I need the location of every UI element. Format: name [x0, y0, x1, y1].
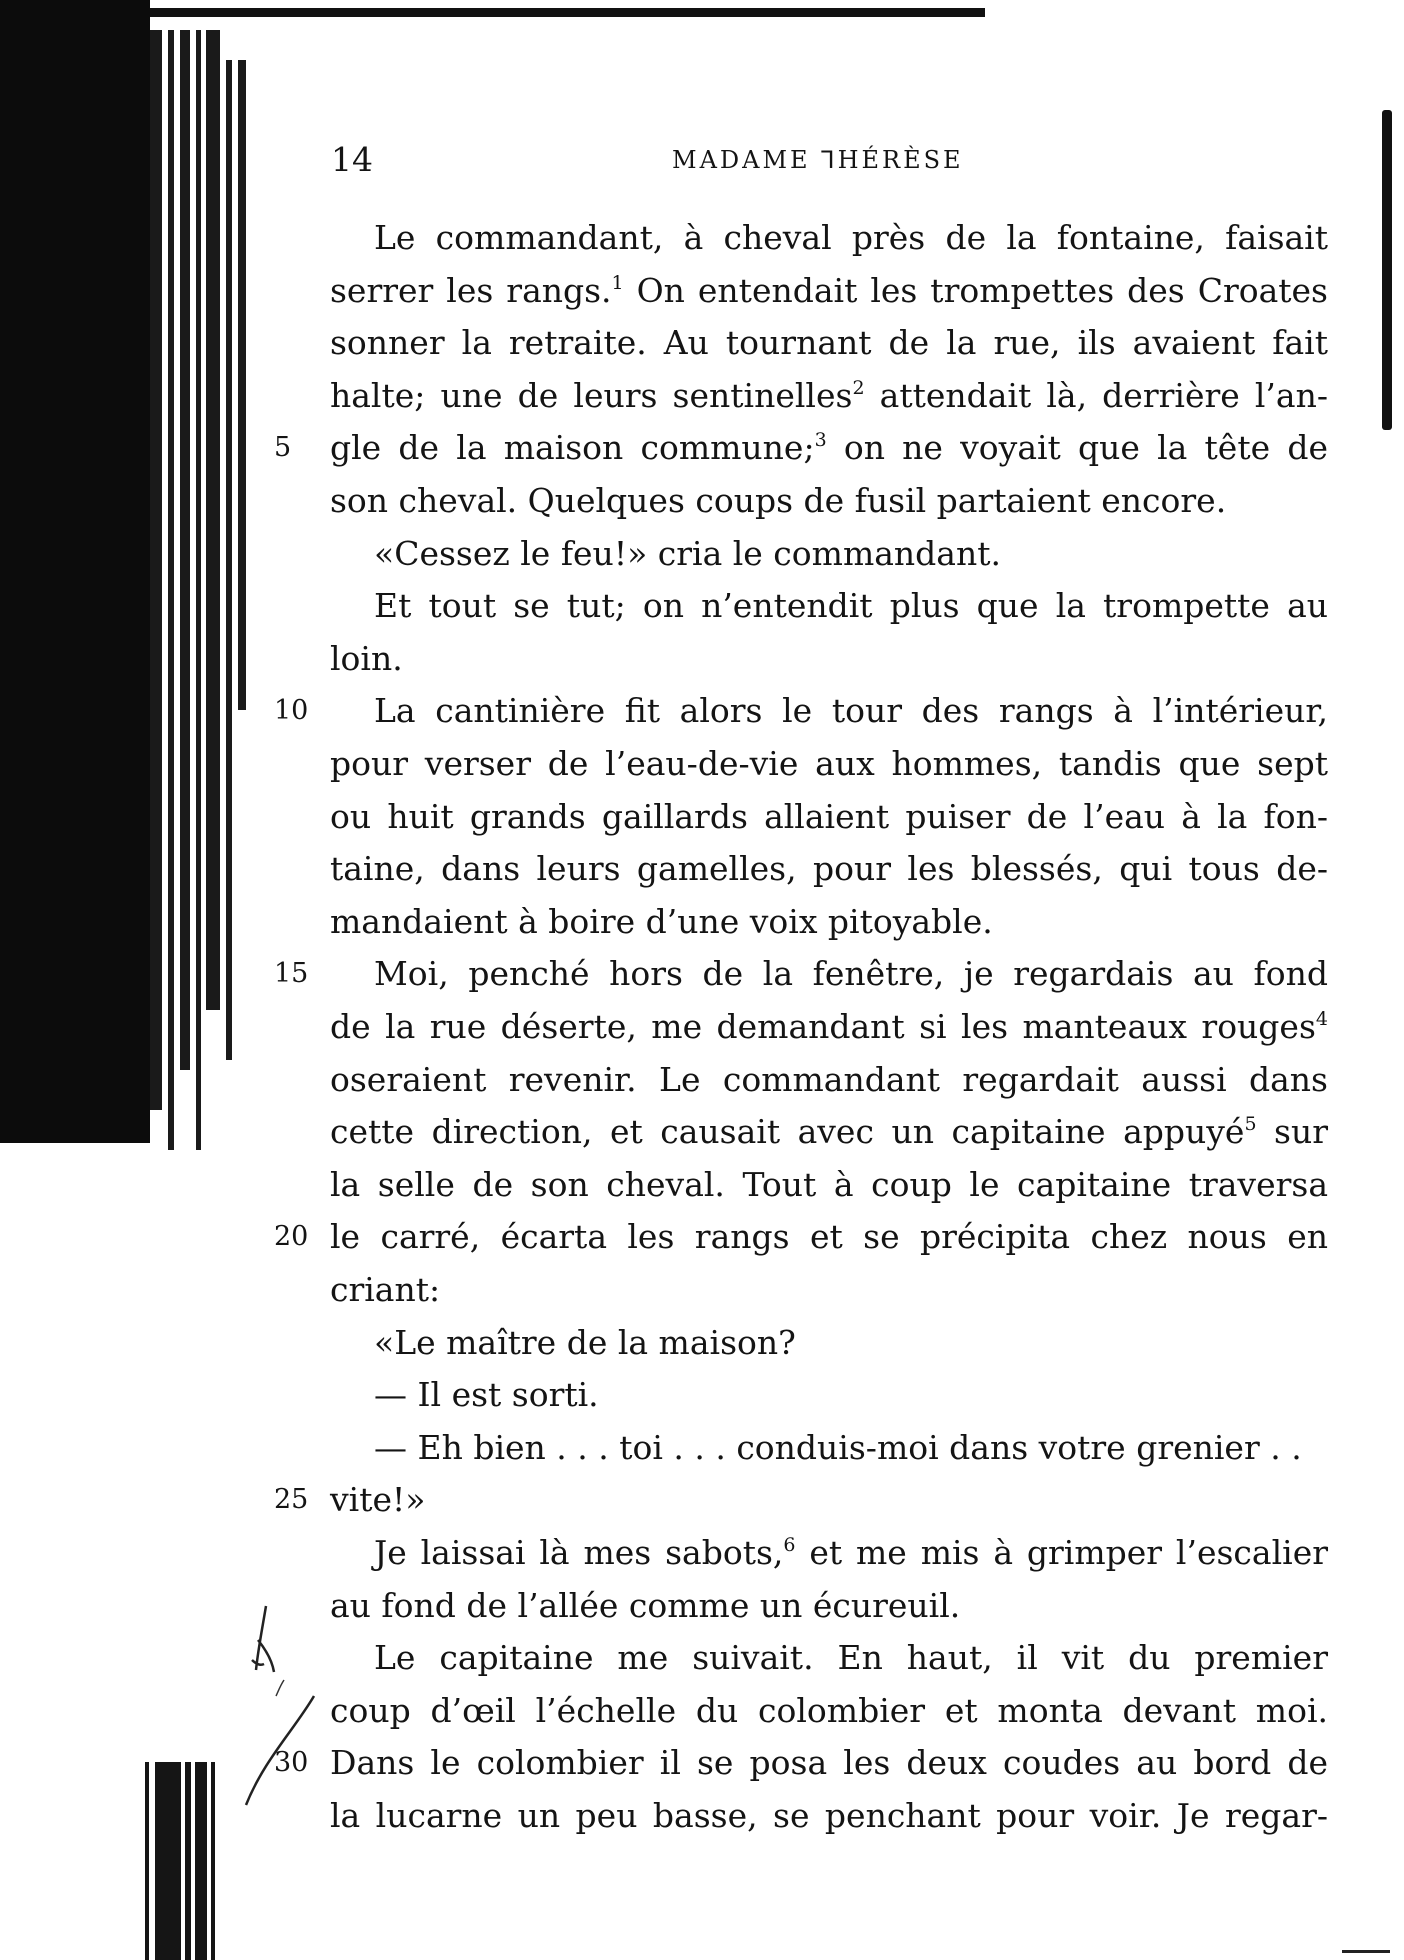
line-text: oseraient revenir. Le commandant regardait aussi dans: [330, 1059, 1328, 1099]
footnote-marker[interactable]: 5: [1244, 1113, 1257, 1136]
footnote-marker[interactable]: 1: [611, 271, 624, 294]
line-text: pour verser de l’eau-de-vie aux hommes, tandis que sept: [330, 744, 1328, 783]
line-text: cette direction, et causait avec un capitaine appuyé: [330, 1112, 1245, 1152]
line-text: loin.: [330, 638, 403, 678]
line-text: La cantinière fit alors le tour des rangs à l’intérieur,: [374, 691, 1328, 731]
line-text: le carré, écarta les rangs et se précipita chez nous en: [330, 1217, 1328, 1257]
text-line: [330, 1422, 1328, 1474]
text-line: [330, 1580, 1328, 1632]
line-number: 30: [274, 1747, 309, 1779]
text-line: [274, 948, 1328, 1000]
text-line: [330, 528, 1328, 580]
text-line: [330, 370, 1328, 422]
line-text: de la rue déserte, me demandant si les manteaux rouges: [330, 1007, 1316, 1046]
footnote-marker[interactable]: 4: [1315, 1008, 1328, 1030]
line-text: «Cessez le feu!» cria le commandant.: [374, 533, 1001, 573]
text-line: [330, 212, 1328, 264]
line-text: — Eh bien . . . toi . . . conduis-moi dans votre grenier . .: [374, 1427, 1302, 1467]
text-line: [274, 422, 1328, 474]
line-text: Le commandant, à cheval près de la fontaine, faisait: [374, 218, 1328, 257]
text-line: [330, 1685, 1328, 1737]
text-line: [330, 1317, 1328, 1369]
text-line: [330, 1054, 1328, 1106]
line-text-continued: on ne voyait que la tête de: [826, 428, 1328, 468]
scan-right-mark: [1382, 110, 1392, 430]
line-text: — Il est sorti.: [374, 1375, 599, 1415]
footnote-marker[interactable]: 2: [852, 376, 865, 399]
running-title: MADAME ⅂HÉRÈSE: [672, 146, 964, 174]
text-line: [330, 1106, 1328, 1158]
line-text: halte; une de leurs sentinelles: [330, 375, 853, 415]
footnote-marker[interactable]: 3: [814, 429, 827, 452]
text-line: [330, 843, 1328, 895]
line-text: coup d’œil l’échelle du colombier et monta devant moi.: [330, 1690, 1328, 1730]
text-line: [330, 738, 1328, 790]
line-text: serrer les rangs.: [330, 270, 612, 310]
text-line: [330, 633, 1328, 685]
line-text: la lucarne un peu basse, se penchant pour voir. Je regar-: [330, 1796, 1328, 1835]
text-line: [330, 475, 1328, 527]
text-line: [330, 1264, 1328, 1316]
text-line: [330, 1369, 1328, 1421]
text-line: [274, 1737, 1328, 1789]
text-line: [274, 1211, 1328, 1263]
text-line: [330, 317, 1328, 369]
line-text-continued: attendait là, derrière l’an-: [864, 375, 1328, 415]
line-text: ou huit grands gaillards allaient puiser de l’eau à la fon-: [330, 796, 1328, 836]
text-line: [274, 1474, 1328, 1526]
text-line: [330, 1790, 1328, 1842]
line-text: Le capitaine me suivait. En haut, il vit du premier: [374, 1638, 1328, 1678]
line-number: 25: [274, 1484, 309, 1516]
binding-shadow-bottom: [145, 1762, 227, 1960]
line-number: 10: [274, 695, 309, 727]
text-line: [274, 685, 1328, 737]
line-text: gle de la maison commune;: [330, 428, 815, 468]
line-text: la selle de son cheval. Tout à coup le capitaine traversa: [330, 1164, 1328, 1204]
page-number: 14: [331, 140, 373, 179]
scan-bottom-mark: [1342, 1950, 1390, 1953]
line-number: 5: [274, 432, 292, 464]
footnote-marker[interactable]: 6: [783, 1534, 796, 1556]
text-line: [330, 1159, 1328, 1211]
text-line: [330, 1001, 1328, 1053]
line-text-continued: On entendait les trompettes des Croates: [623, 270, 1328, 310]
line-number: 15: [274, 958, 309, 990]
text-line: [330, 1632, 1328, 1684]
line-text: Moi, penché hors de la fenêtre, je regardais au fond: [374, 954, 1328, 994]
line-text-continued: et me mis à grimper l’escalier: [795, 1533, 1329, 1572]
line-text: Dans le colombier il se posa les deux coudes au bord de: [330, 1743, 1328, 1783]
text-line: [330, 580, 1328, 632]
line-text: vite!»: [330, 1480, 426, 1520]
line-text-continued: sur: [1256, 1112, 1329, 1152]
line-text: Et tout se tut; on n’entendit plus que la trompette au: [374, 586, 1328, 626]
line-number: 20: [274, 1221, 309, 1253]
binding-shadow: [0, 0, 265, 1150]
line-text: Je laissai là mes sabots,: [374, 1533, 784, 1572]
line-text: sonner la retraite. Au tournant de la rue, ils avaient fait: [330, 323, 1328, 363]
text-line: [330, 1527, 1328, 1579]
line-text: taine, dans leurs gamelles, pour les blessés, qui tous de-: [330, 849, 1328, 889]
line-text: «Le maître de la maison?: [374, 1322, 796, 1362]
line-text: son cheval. Quelques coups de fusil partaient encore.: [330, 481, 1227, 520]
line-text: mandaient à boire d’une voix pitoyable.: [330, 901, 993, 941]
text-line: [330, 791, 1328, 843]
text-line: [330, 265, 1328, 317]
line-text: au fond de l’allée comme un écureuil.: [330, 1585, 961, 1625]
text-line: [330, 896, 1328, 948]
line-text: criant:: [330, 1270, 441, 1309]
